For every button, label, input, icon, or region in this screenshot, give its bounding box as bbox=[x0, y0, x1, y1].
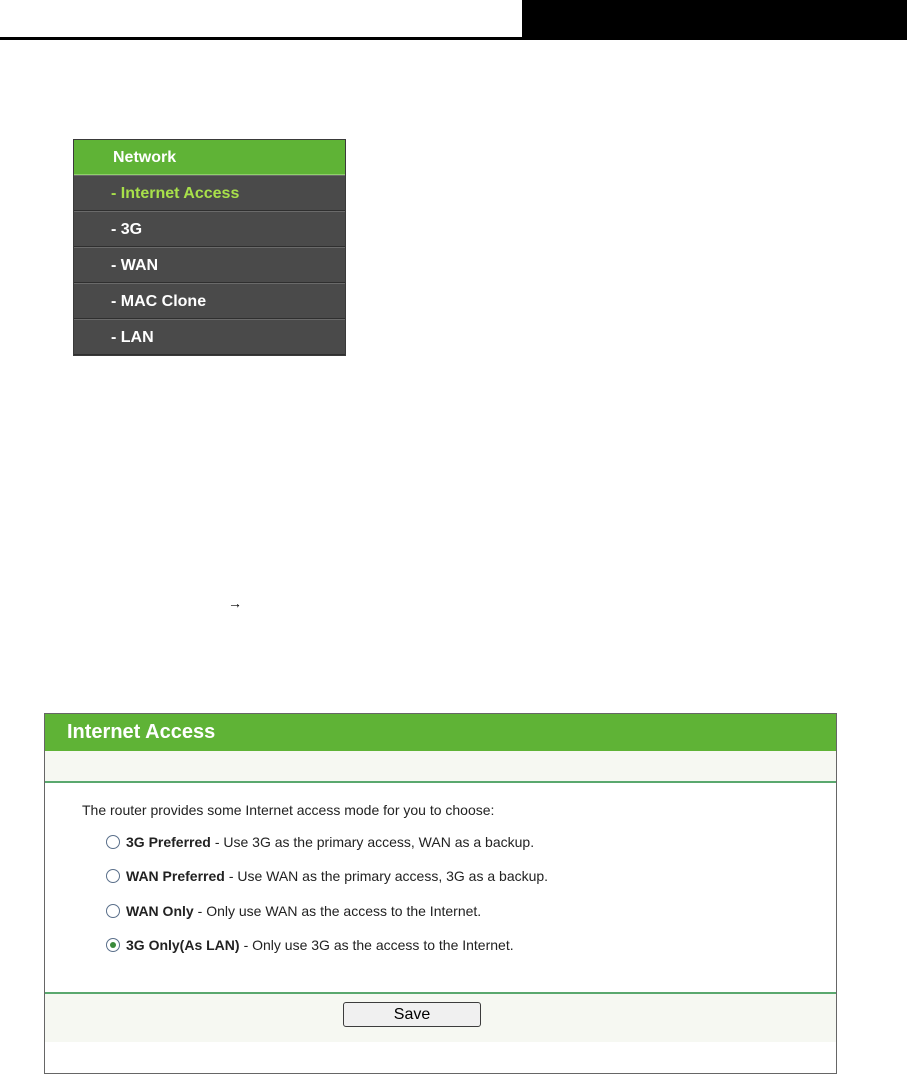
option-name: 3G Only(As LAN) bbox=[126, 937, 240, 953]
option-name: WAN Only bbox=[126, 903, 194, 919]
option-3g-only[interactable] bbox=[106, 936, 514, 954]
option-name: WAN Preferred bbox=[126, 868, 225, 884]
option-3g-preferred[interactable] bbox=[106, 833, 534, 851]
header-black-block bbox=[522, 0, 907, 38]
option-description: - Only use WAN as the access to the Internet. bbox=[197, 903, 482, 919]
radio-wan-only[interactable] bbox=[106, 904, 120, 918]
menu-item-lan[interactable]: - LAN bbox=[74, 319, 345, 355]
option-wan-preferred[interactable] bbox=[106, 867, 548, 885]
menu-item-internet-access[interactable]: - Internet Access bbox=[74, 175, 345, 211]
intro-text: The router provides some Internet access mode for you to choose: bbox=[82, 802, 495, 818]
option-description: - Only use 3G as the access to the Internet. bbox=[243, 937, 514, 953]
internet-access-panel bbox=[44, 713, 837, 1074]
menu-item-mac-clone[interactable]: - MAC Clone bbox=[74, 283, 345, 319]
network-menu bbox=[73, 139, 346, 356]
radio-3g-preferred[interactable] bbox=[106, 835, 120, 849]
save-button[interactable]: Save bbox=[343, 1002, 481, 1027]
radio-3g-only[interactable] bbox=[106, 938, 120, 952]
option-description: - Use 3G as the primary access, WAN as a backup. bbox=[214, 834, 535, 850]
menu-item-wan[interactable]: - WAN bbox=[74, 247, 345, 283]
option-wan-only[interactable] bbox=[106, 902, 481, 920]
option-description: - Use WAN as the primary access, 3G as a backup. bbox=[228, 868, 549, 884]
radio-wan-preferred[interactable] bbox=[106, 869, 120, 883]
menu-item-3g[interactable]: - 3G bbox=[74, 211, 345, 247]
panel-title-band bbox=[45, 751, 836, 783]
header-rule bbox=[0, 37, 907, 40]
panel-title: Internet Access bbox=[45, 714, 836, 751]
panel-body bbox=[45, 783, 836, 992]
option-name: 3G Preferred bbox=[126, 834, 211, 850]
panel-footer bbox=[45, 992, 836, 1042]
menu-header-network[interactable]: Network bbox=[74, 140, 345, 175]
arrow-icon: → bbox=[228, 595, 242, 611]
